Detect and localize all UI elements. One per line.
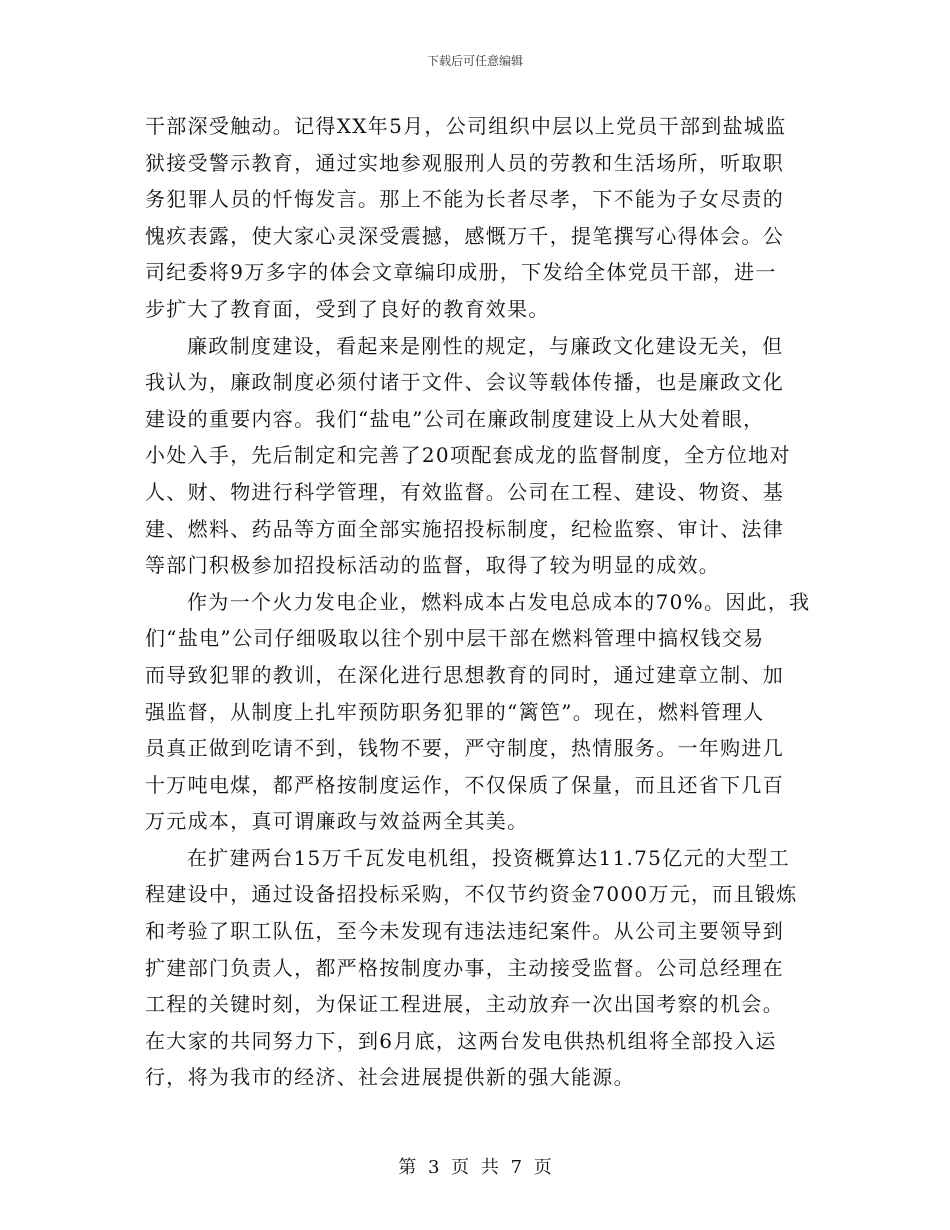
text-line: 们“盐电”公司仔细吸取以往个别中层干部在燃料管理中搞权钱交易: [145, 626, 765, 651]
text-line: 务犯罪人员的忏悔发言。那上不能为长者尽孝，下不能为子女尽责的: [145, 187, 784, 212]
text-line: 人、财、物进行科学管理，有效监督。公司在工程、建设、物资、基: [145, 479, 784, 504]
text-line: 员真正做到吃请不到，钱物不要，严守制度，热情服务。一年购进几: [145, 736, 784, 761]
text-line: 工程的关键时刻，为保证工程进展，主动放弃一次出国考察的机会。: [145, 992, 784, 1017]
text-line: 干部深受触动。记得XX年5月，公司组织中层以上党员干部到盐城监: [145, 114, 787, 138]
text-line: 行，将为我市的经济、社会进展提供新的强大能源。: [145, 1065, 635, 1090]
paragraph: [145, 108, 805, 328]
text-line: 小处入手，先后制定和完善了20项配套成龙的监督制度，全方位地对: [145, 443, 791, 468]
text-line: 强监督，从制度上扎牢预防职务犯罪的“篱笆”。现在，燃料管理人: [145, 699, 765, 724]
text-line: 我认为，廉政制度必须付诸于文件、会议等载体传播，也是廉政文化: [145, 370, 784, 395]
text-line: 愧疚表露，使大家心灵深受震撼，感慨万千，提笔撰写心得体会。公: [145, 223, 784, 248]
text-line: 扩建部门负责人，都严格按制度办事，主动接受监督。公司总经理在: [145, 955, 784, 980]
text-line: 十万吨电煤，都严格按制度运作，不仅保质了保量，而且还省下几百: [145, 772, 784, 797]
text-line: 程建设中，通过设备招投标采购，不仅节约资金7000万元，而且锻炼: [145, 882, 798, 907]
text-line: 在大家的共同努力下，到6月底，这两台发电供热机组将全部投入运: [145, 1028, 777, 1053]
text-line: 司纪委将9万多字的体会文章编印成册，下发给全体党员干部，进一: [145, 260, 777, 285]
text-line: 在扩建两台15万千瓦发电机组，投资概算达11.75亿元的大型工: [187, 845, 791, 870]
text-line: 和考验了职工队伍，至今未发现有违法违纪案件。从公司主要领导到: [145, 919, 784, 944]
text-line: 作为一个火力发电企业，燃料成本占发电总成本的70%。因此，我: [187, 589, 811, 614]
text-line: 万元成本，真可谓廉政与效益两全其美。: [145, 809, 529, 834]
paragraph: [145, 840, 805, 1096]
text-line: 建设的重要内容。我们“盐电”公司在廉政制度建设上从大处着眼，: [145, 406, 765, 431]
text-line: 廉政制度建设，看起来是刚性的规定，与廉政文化建设无关，但: [187, 333, 784, 358]
text-line: 步扩大了教育面，受到了良好的教育效果。: [145, 296, 550, 321]
body-text: [145, 108, 811, 1096]
text-line: 而导致犯罪的教训，在深化进行思想教育的同时，通过建章立制、加: [145, 662, 784, 687]
paragraph: [145, 584, 811, 840]
page-header: 下载后可任意编辑: [426, 54, 523, 68]
text-line: 狱接受警示教育，通过实地参观服刑人员的劳教和生活场所，听取职: [145, 150, 784, 175]
text-line: 建、燃料、药品等方面全部实施招投标制度，纪检监察、审计、法律: [145, 516, 784, 541]
page-footer: 第 3 页 共 7 页: [398, 1157, 552, 1178]
paragraph: [145, 328, 805, 584]
text-line: 等部门积极参加招投标活动的监督，取得了较为明显的成效。: [145, 553, 721, 578]
